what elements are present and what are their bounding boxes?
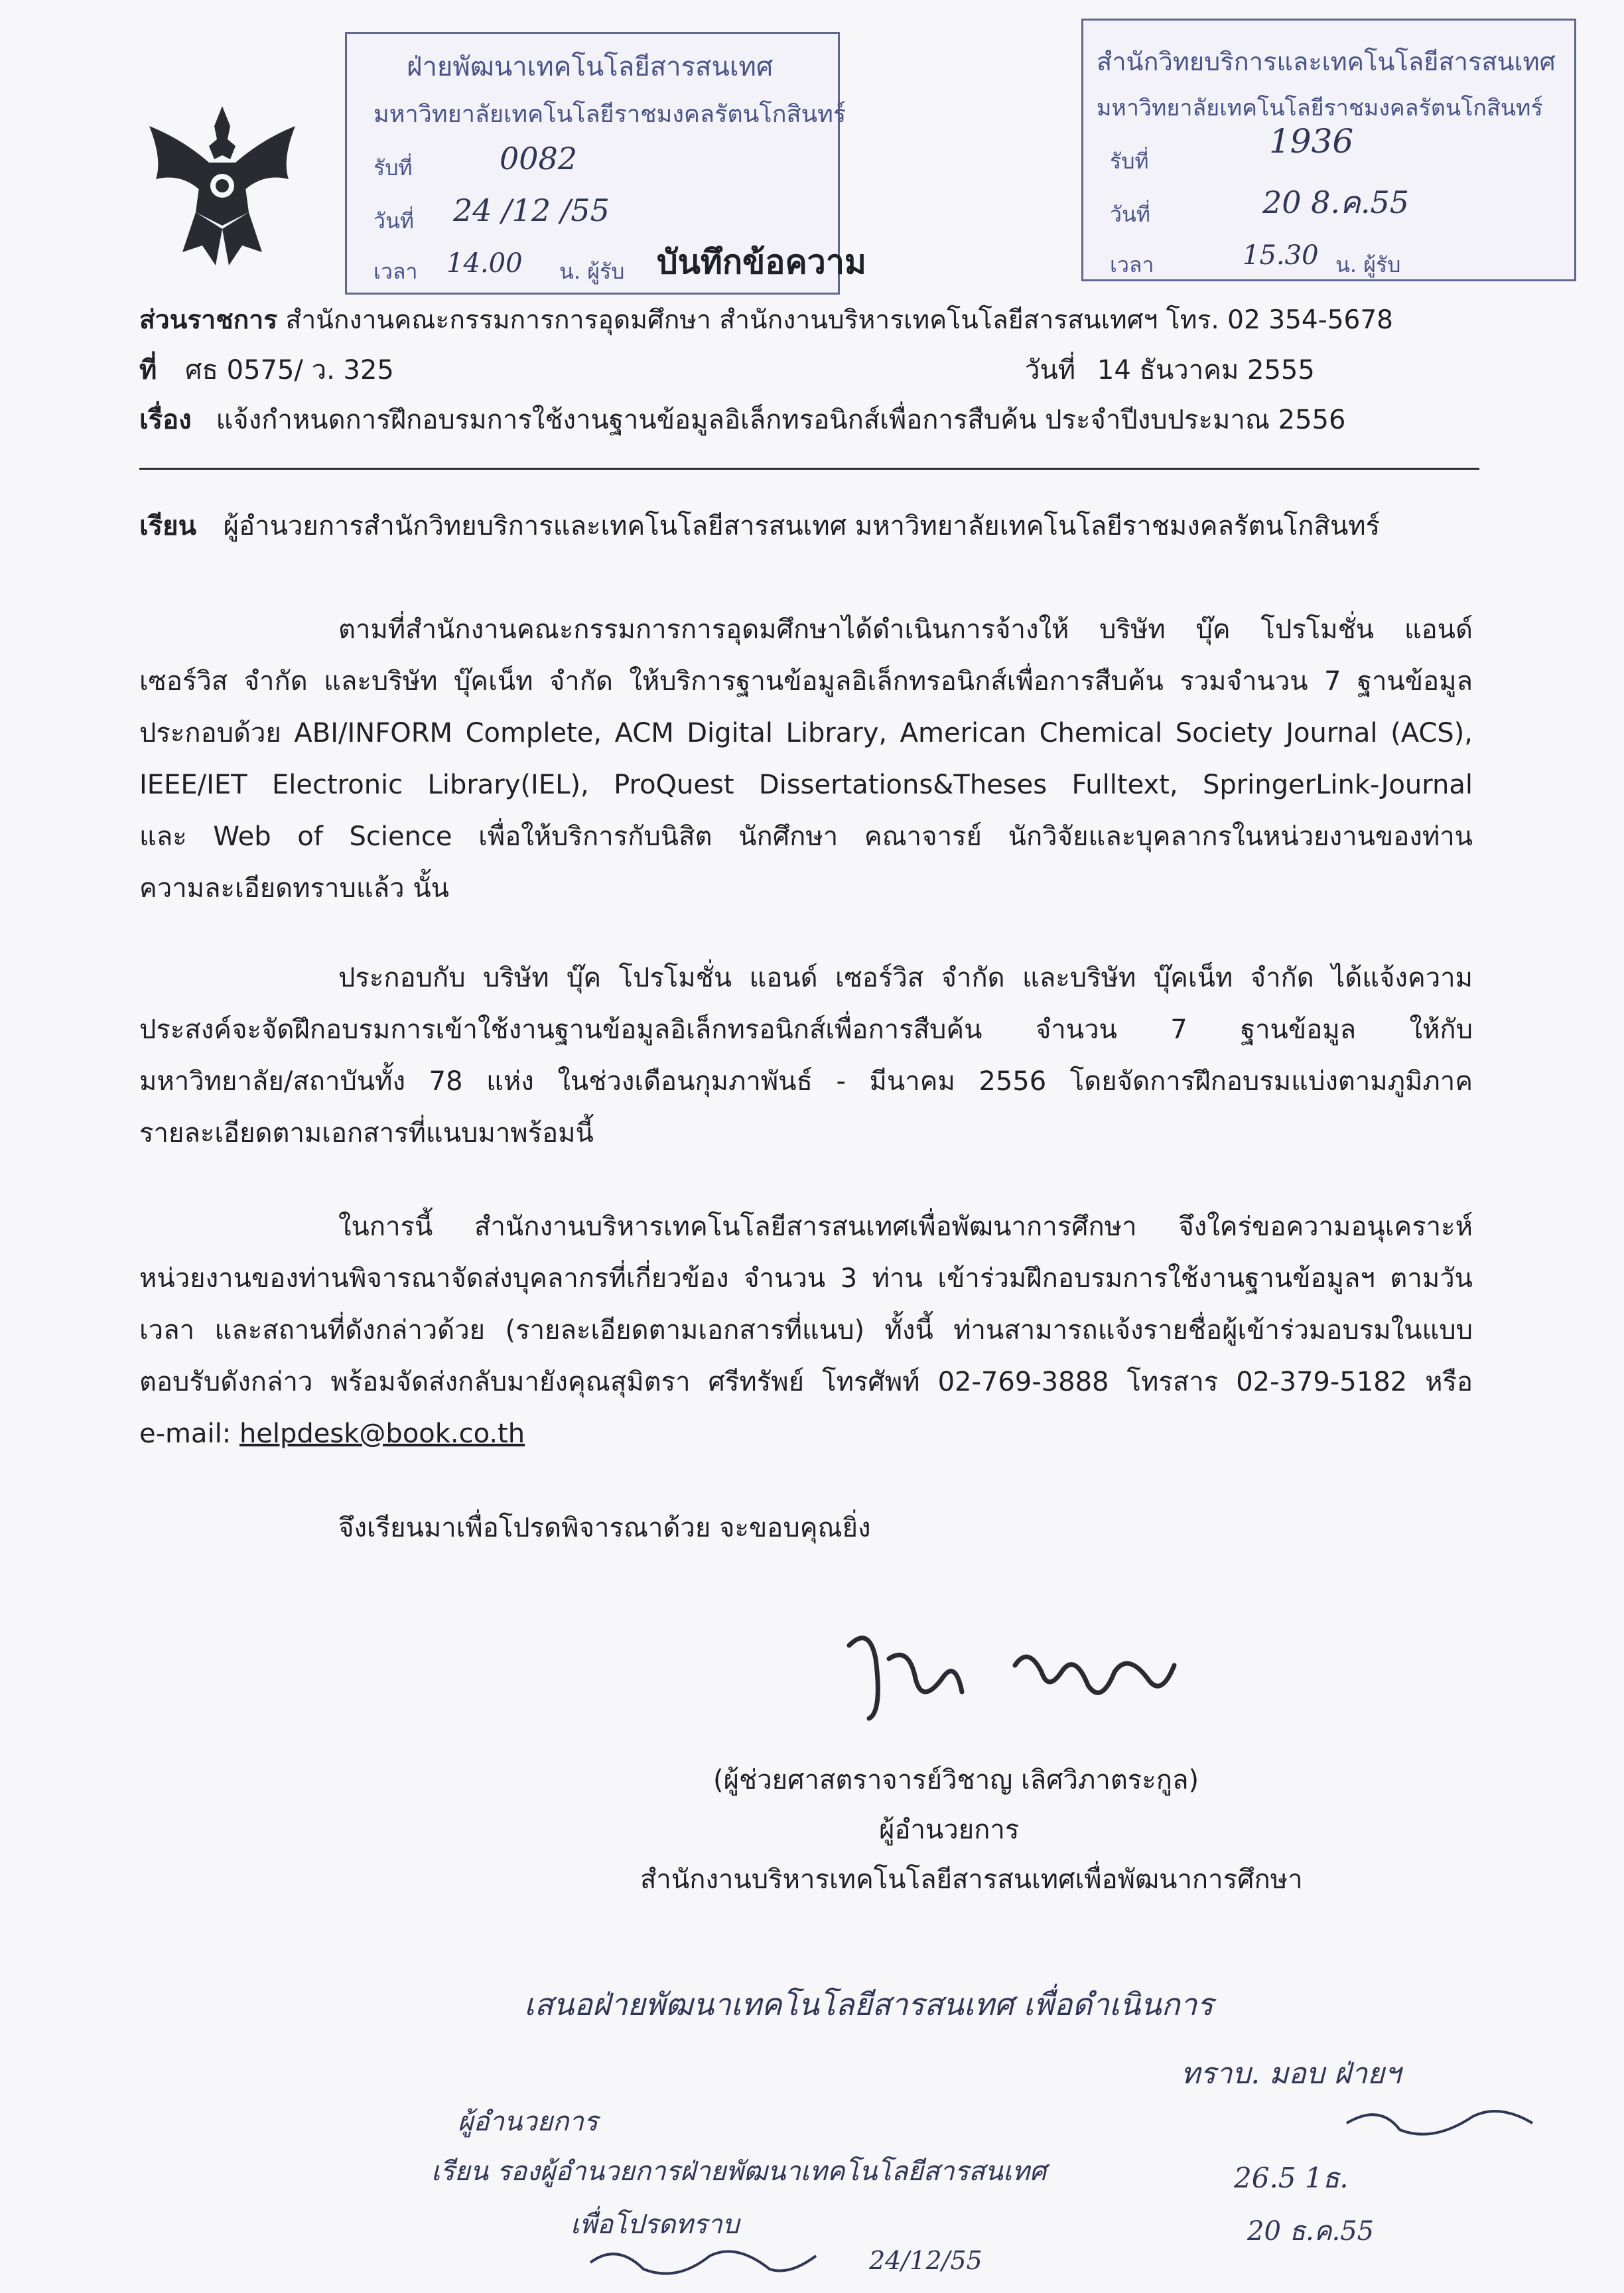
stamp-left-received-row	[373, 141, 578, 182]
paragraph-2	[139, 952, 1473, 1159]
p3-line: ในการนี้ สำนักงานบริหารเทคโนโลยีสารสนเทศเพื่อพัฒนาการศึกษา จึงใคร่ขอความอนุเคราะห์	[338, 1212, 1473, 1242]
addressee-label: เรียน	[139, 511, 196, 541]
memo-title: บันทึกข้อความ	[657, 243, 866, 281]
p1-line: ตามที่สำนักงานคณะกรรมการการอุดมศึกษาได้ดำเนินการจ้างให้ บริษัท บุ๊ค โปรโมชั่น แอนด์	[338, 614, 1473, 645]
handwritten-note: 26.5 1ธ.	[1234, 2162, 1349, 2194]
handwritten-note: เรียน รองผู้อำนวยการฝ่ายพัฒนาเทคโนโลยีสารสนเทศ	[431, 2156, 1047, 2187]
paragraph-1	[139, 604, 1473, 914]
p3-line: หน่วยงานของท่านพิจารณาจัดส่งบุคลากรที่เกี่ยวข้อง จำนวน 3 ท่าน เข้าร่วมฝึกอบรมการใช้งานฐานข้อมูลฯ ตามวัน	[139, 1263, 1473, 1294]
closing-line: จึงเรียนมาเพื่อโปรดพิจารณาด้วย จะขอบคุณยิ่ง	[338, 1513, 871, 1543]
signer-name: (ผู้ช่วยศาสตราจารย์วิชาญ เลิศวิภาตระกูล)	[713, 1765, 1199, 1795]
addressee-row	[139, 508, 1380, 545]
stamp-right-received-label: รับที่	[1110, 149, 1149, 174]
handwritten-note: ผู้อำนวยการ	[458, 2107, 598, 2137]
handwritten-initials	[584, 2236, 823, 2289]
stamp-left-time-value: 14.00	[446, 248, 523, 279]
stamp-left-received-label: รับที่	[373, 155, 413, 180]
handwritten-note: เพื่อโปรดทราบ	[571, 2209, 740, 2240]
handwritten-note: เสนอฝ่ายพัฒนาเทคโนโลยีสารสนเทศ เพื่อดำเนินการ	[524, 1986, 1213, 2022]
email-row	[139, 1408, 1473, 1460]
stamp-right-received-row	[1110, 122, 1354, 176]
stamp-left-date-row	[373, 192, 610, 236]
date-label: วันที่	[1025, 355, 1076, 385]
handwritten-note: ทราบ. มอบ ฝ่ายฯ	[1181, 2057, 1401, 2091]
email-label: e-mail:	[139, 1419, 232, 1449]
stamp-left-received-value: 0082	[500, 141, 578, 176]
date-value: 14 ธันวาคม 2555	[1097, 355, 1315, 385]
agency-row	[139, 302, 1393, 339]
handwritten-initials	[1340, 2090, 1539, 2150]
subject-label: เรื่อง	[139, 405, 192, 435]
p1-line: และ Web of Science เพื่อให้บริการกับนิสิต นักศึกษา คณาจารย์ นักวิจัยและบุคลากรในหน่วยงานของท่าน	[139, 821, 1473, 852]
subject-row	[139, 401, 1345, 439]
stamp-right-time-value: 15.30	[1243, 240, 1319, 271]
stamp-left-time-label: เวลา	[373, 259, 418, 284]
stamp-right-time-label: เวลา	[1110, 252, 1154, 277]
ref-label: ที่	[139, 355, 157, 385]
stamp-left-line1: ฝ่ายพัฒนาเทคโนโลยีสารสนเทศ	[407, 52, 774, 82]
header-divider	[139, 468, 1479, 470]
stamp-left-line2: มหาวิทยาลัยเทคโนโลยีราชมงคลรัตนโกสินทร์	[373, 101, 846, 128]
stamp-right-date-label: วันที่	[1110, 202, 1150, 227]
p1-line: เซอร์วิส จำกัด และบริษัท บุ๊คเน็ท จำกัด ให้บริการฐานข้อมูลอิเล็กทรอนิกส์เพื่อการสืบค้น รวมจำนวน 7 ฐานข้อมูล	[139, 666, 1473, 697]
handwritten-note: 24/12/55	[869, 2246, 982, 2275]
p2-line: มหาวิทยาลัย/สถาบันทั้ง 78 แห่ง ในช่วงเดือนกุมภาพันธ์ - มีนาคม 2556 โดยจัดการฝึกอบรมแบ่งตามภูมิภาค	[139, 1066, 1473, 1097]
stamp-left-time-unit: น. ผู้รับ	[559, 259, 625, 284]
paragraph-3	[139, 1201, 1473, 1460]
received-stamp-right	[1081, 19, 1576, 281]
p1-line: IEEE/IET Electronic Library(IEL), ProQuest Dissertations&Theses Fulltext, SpringerLink-Journal	[139, 770, 1473, 800]
stamp-right-time-row	[1110, 240, 1401, 279]
stamp-right-date-row	[1110, 184, 1409, 229]
p1-line: ความละเอียดทราบแล้ว นั้น	[139, 873, 450, 904]
p2-line: รายละเอียดตามเอกสารที่แนบมาพร้อมนี้	[139, 1118, 594, 1148]
p2-line: ประกอบกับ บริษัท บุ๊ค โปรโมชั่น แอนด์ เซอร์วิส จำกัด และบริษัท บุ๊คเน็ท จำกัด ได้แจ้งความ	[338, 963, 1473, 993]
stamp-left-time-row	[373, 248, 625, 286]
stamp-left-date-value: 24 /12 /55	[453, 192, 610, 228]
handwritten-signature	[829, 1619, 1201, 1732]
handwritten-note: 20 ธ.ค.55	[1247, 2216, 1375, 2247]
date-row	[1025, 352, 1315, 389]
garuda-emblem-icon	[143, 100, 302, 272]
subject-value: แจ้งกำหนดการฝึกอบรมการใช้งานฐานข้อมูลอิเล็กทรอนิกส์เพื่อการสืบค้น ประจำปีงบประมาณ 2556	[216, 405, 1346, 435]
ref-row	[139, 352, 394, 389]
p3-line: เวลา และสถานที่ดังกล่าวด้วย (รายละเอียดตามเอกสารที่แนบ) ทั้งนี้ ท่านสามารถแจ้งรายชื่อผู้เข้าร่วมอบรมในแบบ	[139, 1315, 1473, 1346]
addressee-value: ผู้อำนวยการสำนักวิทยบริการและเทคโนโลยีสารสนเทศ มหาวิทยาลัยเทคโนโลยีราชมงคลรัตนโกสินทร์	[223, 511, 1381, 541]
signer-position: ผู้อำนวยการ	[879, 1815, 1020, 1845]
stamp-right-line1: สำนักวิทยบริการและเทคโนโลยีสารสนเทศ	[1097, 47, 1556, 76]
signer-office: สำนักงานบริหารเทคโนโลยีสารสนเทศเพื่อพัฒนาการศึกษา	[640, 1864, 1303, 1895]
stamp-right-line2: มหาวิทยาลัยเทคโนโลยีราชมงคลรัตนโกสินทร์	[1097, 95, 1543, 121]
agency-value: สำนักงานคณะกรรมการการอุดมศึกษา สำนักงานบริหารเทคโนโลยีสารสนเทศฯ โทร. 02 354-5678	[285, 305, 1393, 335]
p2-line: ประสงค์จะจัดฝึกอบรมการเข้าใช้งานฐานข้อมูลอิเล็กทรอนิกส์เพื่อการสืบค้น จำนวน 7 ฐานข้อมูล ให้กับ	[139, 1014, 1473, 1045]
agency-label: ส่วนราชการ	[139, 305, 278, 335]
stamp-right-date-value: 20 8.ค.55	[1262, 184, 1409, 220]
ref-value: ศธ 0575/ ว. 325	[185, 355, 394, 385]
p3-line: ตอบรับดังกล่าว พร้อมจัดส่งกลับมายังคุณสุมิตรา ศรีทรัพย์ โทรศัพท์ 02-769-3888 โทรสาร 02-379-5182 หรือ	[139, 1367, 1473, 1397]
stamp-right-received-value: 1936	[1269, 122, 1354, 161]
p1-line: ประกอบด้วย ABI/INFORM Complete, ACM Digital Library, American Chemical Society Journal (ACS),	[139, 718, 1473, 748]
email-link[interactable]: helpdesk@book.co.th	[239, 1419, 525, 1449]
stamp-right-time-unit: น. ผู้รับ	[1335, 252, 1401, 277]
stamp-left-date-label: วันที่	[373, 208, 414, 234]
